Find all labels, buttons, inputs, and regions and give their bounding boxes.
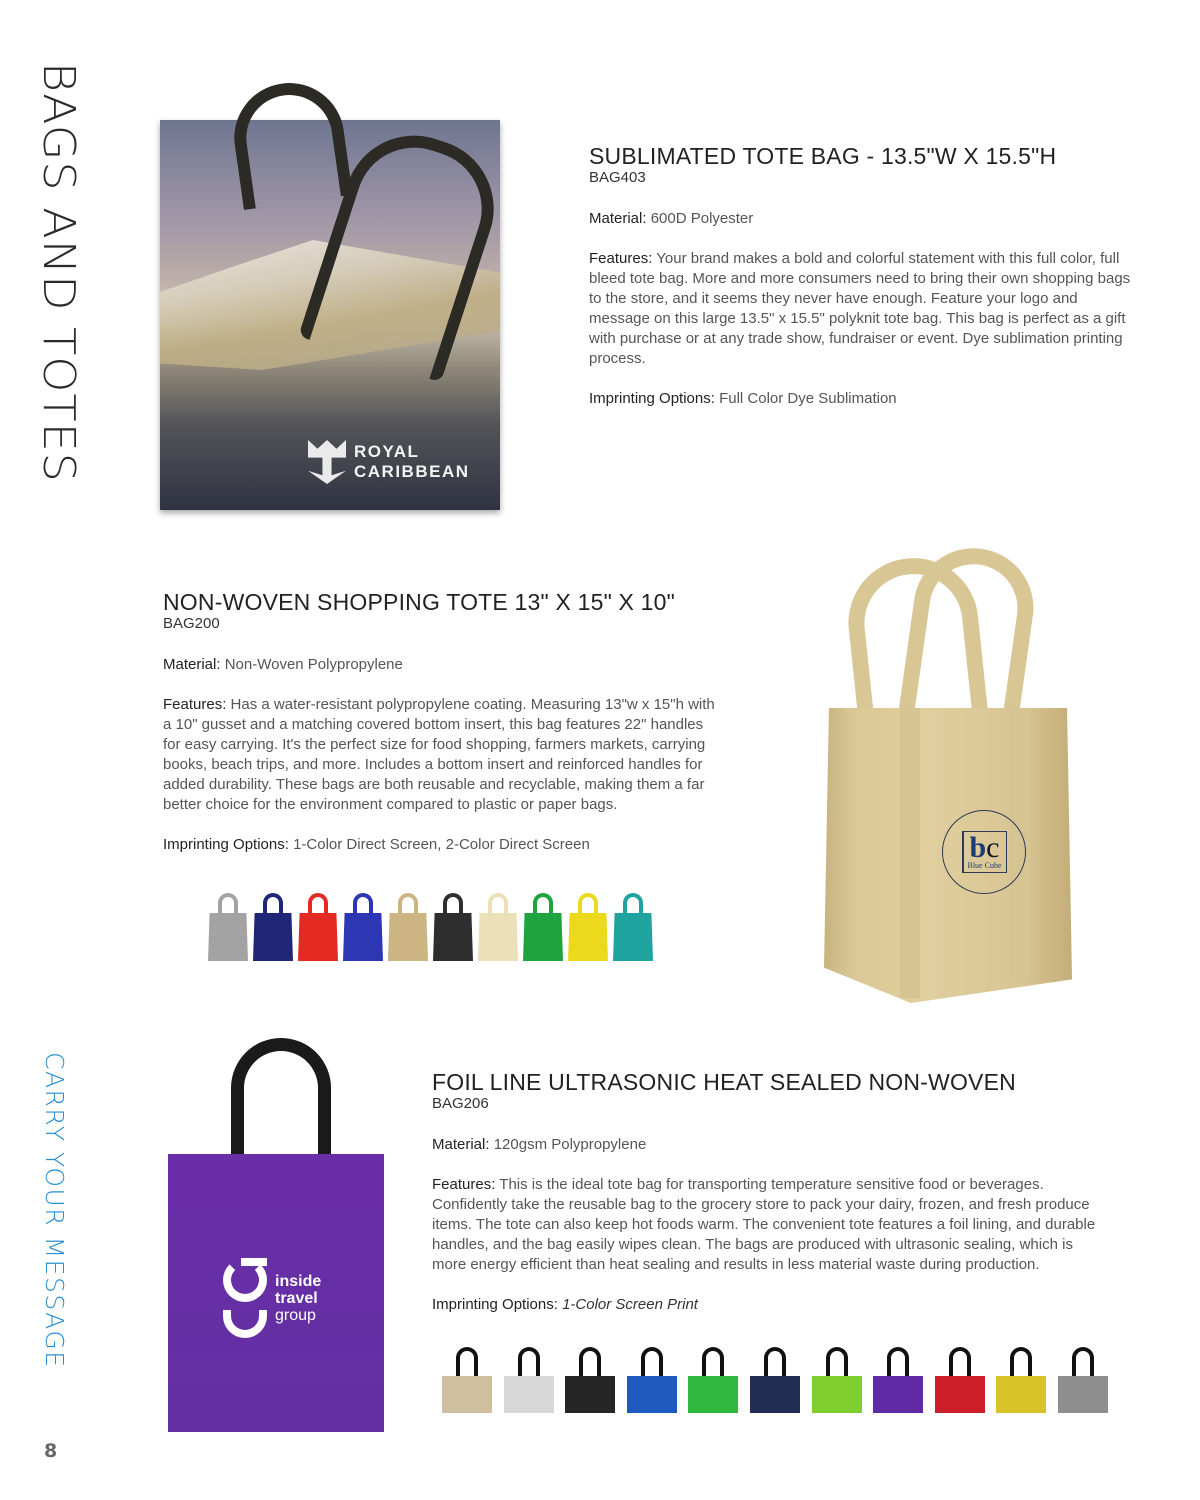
tote-handle <box>227 76 353 210</box>
royal-caribbean-logo: ROYAL CARIBBEAN <box>308 440 470 484</box>
product-sku: BAG200 <box>163 615 220 633</box>
product-imprinting: Imprinting Options: 1-Color Screen Print <box>432 1296 698 1314</box>
product-features: Features: Has a water-resistant polypropylene coating. Measuring 13"w x 15"h with a 10" gusset and a matching covered bottom insert, this bag features 22" handles for easy carrying. It's the perfect size for food shopping, farmers markets, carrying books, beach trips, and more. Includes a bottom insert and reinforced handles for added durability. These bags are both reusable and recyclable, making them a far better choice for the environment compared to plastic or paper bags. <box>163 696 715 814</box>
color-swatch <box>627 1347 677 1413</box>
color-swatch <box>873 1347 923 1413</box>
color-swatches-bag206 <box>442 1347 1108 1413</box>
product-material: Material: 120gsm Polypropylene <box>432 1136 647 1154</box>
product-image-bag200 <box>820 548 1080 1003</box>
color-swatch <box>433 893 473 961</box>
section-title: BAGS AND TOTES <box>33 62 85 483</box>
product-material: Material: 600D Polyester <box>589 210 754 228</box>
product-features: Features: Your brand makes a bold and colorful statement with this full color, full bleed tote bag. More and more consumers need to bring their own shopping bags to the store, and it seems they never have enough. Feature your logo and message on this large 13.5" x 15.5" polyknit tote bag. This bag is perfect as a gift with purchase or at any trade show, fundraiser or event. Dye sublimation printing process. <box>589 250 1131 368</box>
color-swatch <box>504 1347 554 1413</box>
color-swatch <box>568 893 608 961</box>
product-bag200 <box>163 590 723 875</box>
product-imprinting: Imprinting Options: Full Color Dye Sublimation <box>589 390 897 408</box>
product-image-bag403 <box>160 75 500 510</box>
inside-travel-group-logo: inside travel group <box>223 1258 321 1338</box>
product-bag403 <box>589 144 1134 429</box>
color-swatch <box>935 1347 985 1413</box>
tote-handle <box>231 1038 331 1163</box>
crown-anchor-icon <box>308 440 346 484</box>
color-swatch <box>812 1347 862 1413</box>
product-bag206 <box>432 1070 1097 1335</box>
product-imprinting: Imprinting Options: 1-Color Direct Screen, 2-Color Direct Screen <box>163 836 590 854</box>
product-material: Material: Non-Woven Polypropylene <box>163 656 403 674</box>
product-sku: BAG206 <box>432 1095 489 1113</box>
color-swatch <box>208 893 248 961</box>
color-swatch <box>298 893 338 961</box>
section-subtitle: CARRY YOUR MESSAGE <box>40 1052 69 1369</box>
color-swatch <box>688 1347 738 1413</box>
color-swatch <box>565 1347 615 1413</box>
product-title: NON-WOVEN SHOPPING TOTE 13" X 15" X 10" <box>163 589 676 615</box>
g-mark-icon <box>223 1258 267 1338</box>
color-swatch <box>442 1347 492 1413</box>
blue-cube-logo: bc Blue Cube <box>942 810 1026 894</box>
product-title: SUBLIMATED TOTE BAG - 13.5"W X 15.5"H <box>589 143 1057 169</box>
product-sku: BAG403 <box>589 169 646 187</box>
color-swatch <box>343 893 383 961</box>
product-image-bag206 <box>168 1038 393 1433</box>
color-swatches-bag200 <box>208 893 653 961</box>
color-swatch <box>253 893 293 961</box>
product-features: Features: This is the ideal tote bag for transporting temperature sensitive food or beverages. Confidently take the reusable bag to the grocery store to pack your dairy, frozen, and fresh produce items. The tote can also keep hot foods warm. The convenient tote features a foil lining, and durable handles, and the bag easily wipes clean. The bags are produced with ultrasonic sealing, which is more energy efficient than heat sealing and results in less material waste during production. <box>432 1176 1096 1274</box>
page-number: 8 <box>44 1440 58 1462</box>
color-swatch <box>478 893 518 961</box>
product-title: FOIL LINE ULTRASONIC HEAT SEALED NON-WOVEN <box>432 1069 1016 1095</box>
color-swatch <box>613 893 653 961</box>
color-swatch <box>388 893 428 961</box>
color-swatch <box>750 1347 800 1413</box>
color-swatch <box>523 893 563 961</box>
color-swatch <box>996 1347 1046 1413</box>
color-swatch <box>1058 1347 1108 1413</box>
